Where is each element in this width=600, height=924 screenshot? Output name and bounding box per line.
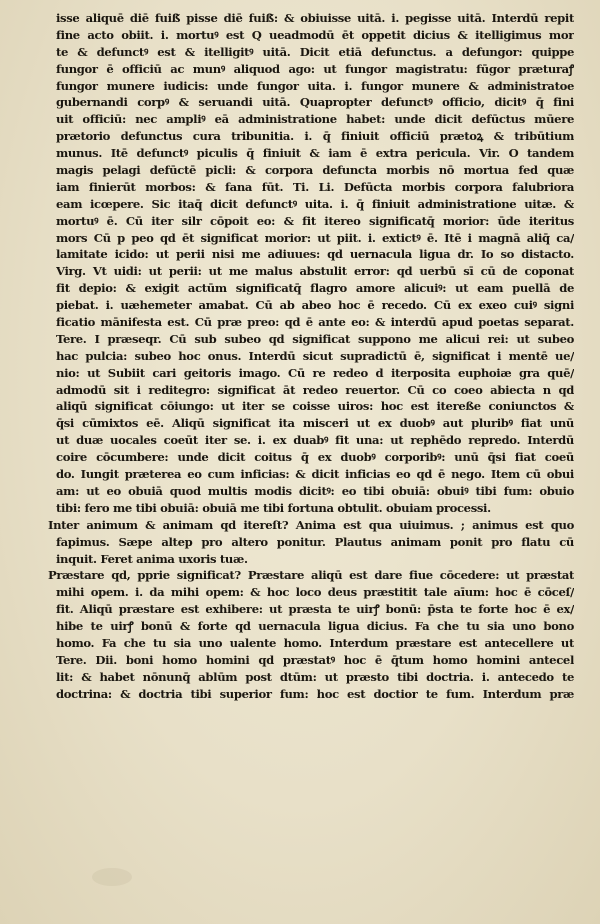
text-line: fapimus. Sæpe altep pro altero ponitur. Plautus animam ponit pro flatu cū bbox=[56, 534, 574, 549]
text-line: doctrina: & doctria tibi superior fum: hoc est doctior te fum. Interdum præ bbox=[56, 686, 574, 701]
text-line: hibe te uirꝭ bonū & forte qd uernacula ligua dicius. Fa che tu sia uno bono bbox=[56, 619, 574, 634]
text-line: ficatio mānifesta est. Cū præ preo: qd ē ante eo: & interdū apud poetas separat. bbox=[56, 315, 574, 330]
text-line: coire cōcumbere: unde dicit coitus q̄ ex duobꝰ corporibꝰ: unū q̄si fiat coeū bbox=[56, 450, 574, 465]
text-line: lit: & habet nōnunq̄ ablūm post dtūm: ut præsto tibi doctria. i. antecedo te bbox=[56, 669, 574, 684]
text-line: homo. Fa che tu sia uno ualente homo. Interdum præstare est antecellere ut bbox=[56, 635, 574, 650]
text-line: ut duæ uocales coeūt iter se. i. ex duabꝰ fit una: ut rephēdo repredo. Interdū bbox=[56, 433, 574, 448]
text-line: uit officiū: nec ampliꝰ eā administratione habet: unde dicit defūctus mūere bbox=[56, 112, 574, 127]
text-line: eam icœpere. Sic itaq̄ dicit defunctꝰ uita. i. q̄ finiuit administratione uitæ. & bbox=[56, 196, 574, 211]
text-line: mors Cū p peo qd ēt significat morior: ut piit. i. extictꝰ ē. Itē i magnā aliq̄ ca/ bbox=[56, 230, 574, 245]
text-line: admodū sit i reditegro: significat āt redeo reuertor. Cū co coeo abiecta n qd bbox=[56, 382, 574, 397]
text-line: iam finierūt morbos: & fana fūt. Ti. Li. Defūcta morbis corpora falubriora bbox=[56, 179, 574, 194]
text-line: magis pelagi defūctē picli: & corpora defuncta morbis nō mortua fed quæ bbox=[56, 163, 574, 178]
text-line: do. Iungit præterea eo cum inficias: & dicit inficias eo qd ē nego. Item cū obui bbox=[56, 467, 574, 482]
text-line: Præstare qd, pprie significat? Præstare aliqū est dare fiue cōcedere: ut præstat bbox=[48, 568, 574, 583]
text-line: hac pulcia: subeo hoc onus. Interdū sicut supradictū ē, significat i mentē ue/ bbox=[56, 348, 574, 363]
text-line: fit depio: & exigit actūm significatq̄ flagro amore alicuiꝰ: ut eam puellā de bbox=[56, 281, 574, 296]
text-line: inquit. Feret anima uxoris tuæ. bbox=[56, 551, 248, 566]
text-line: Tere. I præseqr. Cū sub subeo qd significat suppono me alicui rei: ut subeo bbox=[56, 331, 574, 346]
text-line: q̄si cūmixtos eē. Aliqū significat ita misceri ut ex duobꝰ aut pluribꝰ fiat unū bbox=[56, 416, 574, 431]
text-line: Inter animum & animam qd itereſt? Anima est qua uiuimus. ; animus est quo bbox=[48, 517, 574, 532]
text-line: mortuꝰ ē. Cū iter silr cōpoit eo: & fit itereo significatq̄ morior: ūde iteritus bbox=[56, 213, 574, 228]
text-line: prætorio defunctus cura tribunitia. i. q̄ finiuit officiū prætoꝝ & tribūtium bbox=[56, 129, 574, 144]
ink-smudge bbox=[92, 868, 132, 886]
text-line: lamitate icido: ut perii nisi me adiuues: qd uernacula ligua dr. Io so distacto. bbox=[56, 247, 574, 262]
text-line: fungor munere iudicis: unde fungor uita. i. fungor munere & administratoe bbox=[56, 78, 574, 93]
latin-text-block bbox=[48, 10, 574, 703]
text-line: am: ut eo obuiā quod multis modis dicitꝰ: eo tibi obuiā: obuiꝰ tibi fum: obuio bbox=[56, 483, 574, 498]
text-line: tibi: fero me tibi obuiā: obuiā me tibi fortuna obtulit. obuiam processi. bbox=[56, 500, 491, 515]
text-line: fine acto obiit. i. mortuꝰ est Q ueadmodū ēt oppetit dicius & itelligimus mor bbox=[56, 27, 574, 42]
text-line: nio: ut Subiit cari geitoris imago. Cū re redeo d iterposita euphoiæ gra quē/ bbox=[56, 365, 574, 380]
text-line: piebat. i. uæhemeter amabat. Cū ab abeo hoc ē recedo. Cū ex exeo cuiꝰ signi bbox=[56, 298, 574, 313]
text-line: aliqū significat cōiungo: ut iter se coisse uiros: hoc est itereße coniunctos & bbox=[56, 399, 574, 414]
text-line: Virg. Vt uidi: ut perii: ut me malus abstulit error: qd uerbū sī cū de coponat bbox=[56, 264, 574, 279]
text-line: fungor ē officiū ac munꝰ aliquod ago: ut fungor magistratu: fūgor præturaꝭ bbox=[56, 61, 574, 76]
text-line: isse aliquē diē fuiß̃ pisse diē fuiß̃: & obiuisse uitā. i. pegisse uitā. Interdū repit bbox=[56, 11, 574, 25]
text-line: munus. Itē defunctꝰ piculis q̄ finiuit & iam ē extra pericula. Vir. O tandem bbox=[56, 146, 574, 161]
text-line: mihi opem. i. da mihi opem: & hoc loco deus præstitit tale aīum: hoc ē cōceſ/ bbox=[56, 585, 574, 600]
text-line: Tere. Dii. boni homo homini qd præstatꝰ hoc ē q̄tum homo homini antecel bbox=[56, 652, 574, 667]
text-line: gubernandi corpꝰ & seruandi uitā. Quapropter defunctꝰ officio, dicitꝰ q̄ fini bbox=[56, 95, 574, 110]
text-line: fit. Aliqū præstare est exhibere: ut præsta te uirꝭ bonū: p̄sta te forte hoc ē ex/ bbox=[56, 602, 574, 617]
text-line: te & defunctꝰ est & itelligitꝰ uitā. Dicit etiā defunctus. a defungor: quippe bbox=[56, 44, 574, 59]
